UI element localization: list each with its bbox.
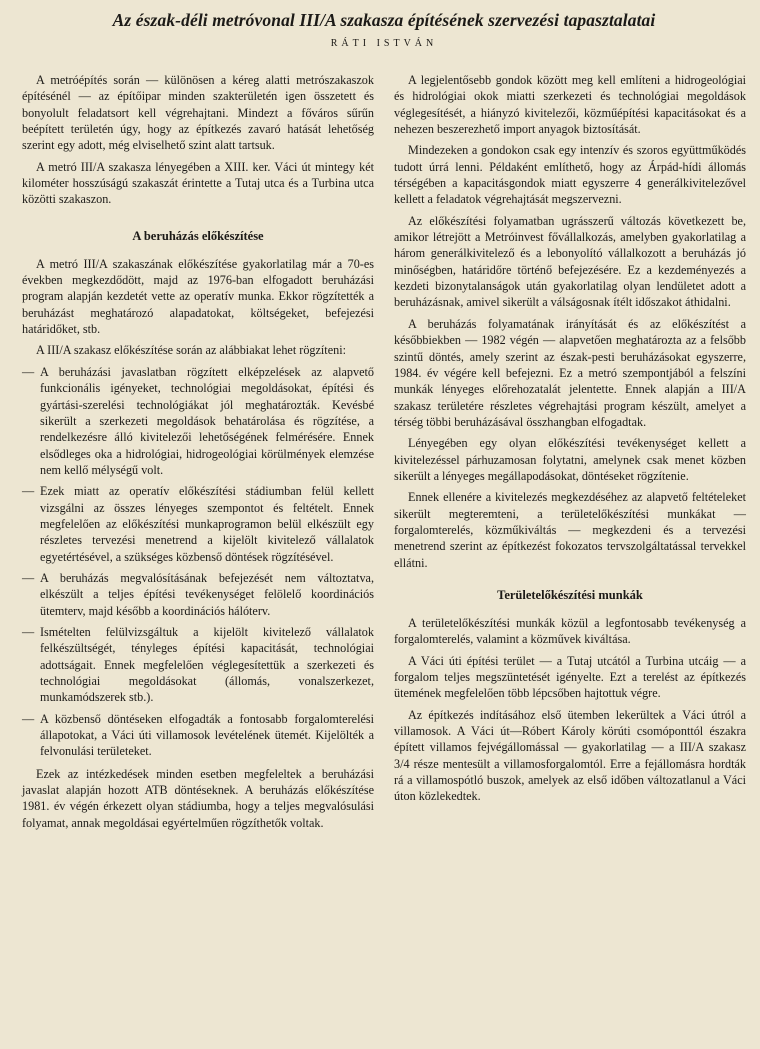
list-item: [22, 483, 374, 565]
paragraph: Az előkészítési folyamatban ugrásszerű változás következett be, amikor létrejött a Metróinvest fővállalkozás, amelyben gyakorlatilag a három generálkivitelező és a lebonyolító vállalkozott a beruházás jó minőségben, határidőre történő befejezésére. Ez a kezdeményezés a kezdeti bizonytalanságok után gyakorlatilag olyan lendületet adott a beruházásnak, amivel sikerült a válságosnak ítélt időszakot áthidalni.: [394, 213, 746, 310]
paragraph: A legjelentősebb gondok között meg kell említeni a hidrogeológiai és hidrológiai okok miatti szerkezeti és technológiai megoldások véglegesítését, a hiányzó kivitelezői, közműépítési kapacitásokat és a nehezen beszerezhető import anyagok biztosítását.: [394, 73, 746, 137]
dash-marker: —: [22, 711, 35, 726]
paragraph: A III/A szakasz előkészítése során az alábbiakat lehet rögzíteni:: [36, 343, 346, 358]
paragraph: Lényegében egy olyan előkészítési tevékenységet kellett a kivitelezéssel párhuzamosan folytatni, amelynek csak menet közben sikerült a lényeges megállapodásokat, döntéseket rögzítenie.: [394, 436, 746, 483]
paragraph: A Váci úti építési terület — a Tutaj utcától a Turbina utcáig — a forgalom teljes megszüntetését igényelte. Ezt a terelést az építkezés ütemének megfelelően több lépcsőben hajtottuk végre.: [394, 653, 746, 701]
list-item: [22, 364, 374, 478]
dash-marker: —: [22, 624, 35, 639]
paragraph: Mindezeken a gondokon csak egy intenzív és szoros együttműködés tudott úrrá lenni. Példaként említhető, hogy az Árpád-hídi állomás térségében a kapacitásgondok miatt egyszerre 4 generálkivitelezővel kellett a feladatok végrehajtását megszervezni.: [394, 143, 746, 207]
paragraph: Ezek az intézkedések minden esetben megfeleltek a beruházási javaslat alapján hozott ATB döntéseknek. A beruházás előkészítése 1981. év végén érkezett olyan stádiumba, hogy a teljes megvalósulási folyamat, annak megoldásai egyértelműen rögzíthetők voltak.: [22, 766, 374, 830]
paragraph: Az építkezés indításához első ütemben lekerültek a Váci útról a villamosok. A Váci út—Róbert Károly körúti csomóponttól északra épített villamos fejvégállomással — gyakorlatilag — a III/A szakasz 3/4 része mentesült a villamosforgalomtól. Erre a fejállomásra hordták rá a villamospótló buszok, amelyek az első időben változatlanul a Váci úton közlekedtek.: [394, 707, 746, 804]
left-column: [22, 72, 374, 836]
article-author: RÁTI ISTVÁN: [330, 38, 438, 49]
list-item-text: Ismételten felülvizsgáltuk a kijelölt kivitelező vállalatok felkészültségét, tényleges építési kapacitását, technológiai adottságait. Ennek megfelelően véglegesítettük a szerkezeti és technológiai megoldásokat (állomás, vonalszerkezet, munkamódszerek stb.).: [40, 624, 374, 705]
list-item: [22, 570, 374, 619]
dash-list: [22, 364, 374, 760]
list-item: [22, 711, 374, 760]
list-item: [22, 624, 374, 706]
paragraph: A beruházás folyamatának irányítását és az előkészítést a későbbiekben — 1982 végén — alapvetően meghatározta az a felsőbb szintű döntés, amely szerint az észak-pesti beruházásokat egyszerre, 1984. év végére kell befejezni. Ez a metró szempontjából a felszíni munkák lényeges előrehozatalát jelentette. Ennek alapján a III/A szakasz területére részletes végrehajtási program készült, amelyet a térség többi beruházásával összhangban elfogadtak.: [394, 316, 746, 429]
section-heading-preparation: A beruházás előkészítése: [132, 228, 264, 243]
dash-marker: —: [22, 484, 35, 499]
list-item-text: A közbenső döntéseken elfogadták a fontosabb forgalomterelési állapotokat, a Váci úti villamosok levételének ütemét. Kijelölték a felvonulási területeket.: [40, 711, 374, 759]
paragraph: A metró III/A szakaszának előkészítése gyakorlatilag már a 70-es években megkezdődött, majd az 1976-ban elfogadott beruházási program alapján kezdetét vette az operatív munka. Ekkor rögzítették a beruházást meghatározó alapadatokat, költségeket, befejezési határidőket, stb.: [22, 256, 374, 337]
paragraph: A metróépítés során — különösen a kéreg alatti metrószakaszok építésénél — az építőipar minden szakterületén igen összetett és bonyolult feladatsort kell végrehajtani. Mindezt a főváros sűrűn beépített területén úgy, hogy az építkezés zavaró hatását lehetőség szerint egy adott, még elviselhető szint alatt tartsuk.: [22, 73, 374, 153]
paragraph: A területelőkészítési munkák közül a legfontosabb tevékenység a forgalomterelés, valamint a közművek kiváltása.: [394, 615, 746, 647]
article-title: Az észak-déli metróvonal III/A szakasza építésének szervezési tapasztalatai: [112, 10, 656, 30]
paragraph: A metró III/A szakasza lényegében a XIII. ker. Váci út mintegy két kilométer hosszúságú szakaszát érintette a Tutaj utca és a Turbina utca közötti szakaszon.: [22, 159, 374, 207]
paragraph: Ennek ellenére a kivitelezés megkezdéséhez az alapvető feltételeket sikerült megteremteni, a területelőkészítési munkákat — forgalomterelés, közműkiváltás — megkezdeni és a tervezési menetrend szerint az építkezést fokozatos tervszolgáltatással tervekkel ellátni.: [394, 490, 746, 570]
list-item-text: Ezek miatt az operatív előkészítési stádiumban felül kellett vizsgálni az összes lényeges szempontot és feltételt. Ennek megfelelően az előkészítési munkaprogramon belül elkészült egy részletes tervezési menetrend a kijelölt kivitelező vállalatok egyetértésével, a szükséges közbenső döntések rögzítésével.: [40, 484, 374, 564]
list-item-text: A beruházás megvalósításának befejezését nem változtatva, elkészült a teljes építési tevékenységet felölelő koordinációs ütemterv, majd később a koordinációs hálóterv.: [40, 570, 374, 618]
dash-marker: —: [22, 570, 35, 585]
right-column: [394, 72, 746, 836]
list-item-text: A beruházási javaslatban rögzített elképzelések az alapvető funkcionális igényeket, technológiai megoldásokat, építési és gyártási-szerelési technológiákat jól meghatározták. Kevésbé sikerült a szerkezeti megoldások behatárolása és rögzítése, a rendelkezésre álló kivitelezői lehetőségének felmérésére. Ennek elsődleges oka a hidrológiai, hidrogeológiai körülmények elemzése nem kellő mélységű volt.: [40, 364, 374, 477]
dash-marker: —: [22, 364, 35, 379]
section-heading-site-preparation: Területelőkészítési munkák: [497, 587, 643, 602]
article-body: [22, 72, 746, 836]
